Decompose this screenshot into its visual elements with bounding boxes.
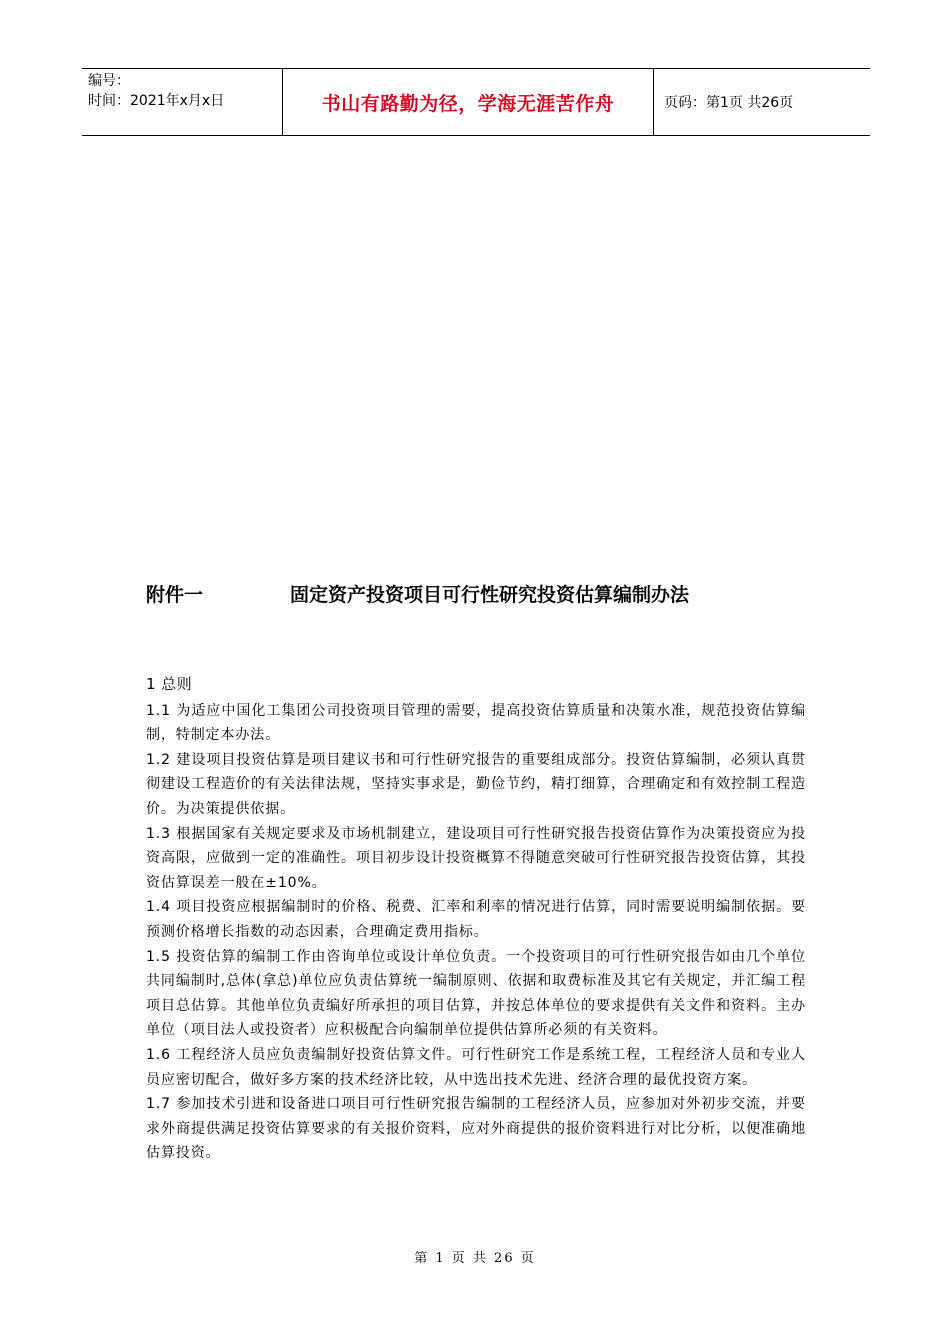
attachment-label: 附件一: [146, 584, 204, 606]
header-motto: 书山有路勤为径，学海无涯苦作舟: [282, 69, 654, 135]
paragraph-1-3: 1.3 根据国家有关规定要求及市场机制建立，建设项目可行性研究报告投资估算作为决策投资应为投资高限，应做到一定的准确性。项目初步设计投资概算不得随意突破可行性研究报告投资估算，其投资估算误差一般在±10%。: [146, 825, 806, 891]
number-label: 编号：: [88, 73, 130, 89]
header-page-info: 页码：第1页 共26页: [664, 95, 794, 111]
paragraph-1-4: 1.4 项目投资应根据编制时的价格、税费、汇率和利率的情况进行估算，同时需要说明编制依据。要预测价格增长指数的动态因素，合理确定费用指标。: [146, 899, 806, 940]
section-heading: 1 总则: [146, 675, 193, 693]
document-title: [146, 580, 846, 607]
page-footer: 第 1 页 共 26 页: [414, 1251, 536, 1266]
date-label: 时间：2021年x月x日: [88, 93, 225, 109]
title-text: 固定资产投资项目可行性研究投资估算编制办法: [290, 584, 690, 606]
paragraph-1-7: 1.7 参加技术引进和设备进口项目可行性研究报告编制的工程经济人员，应参加对外初步交流，并要求外商提供满足投资估算要求的有关报价资料，应对外商提供的报价资料进行对比分析，以便准确地估算投资。: [146, 1096, 806, 1162]
page-header: [82, 68, 870, 136]
paragraph-1-1: 1.1 为适应中国化工集团公司投资项目管理的需要，提高投资估算质量和决策水准，规范投资估算编制，特制定本办法。: [146, 702, 806, 744]
document-body: [146, 672, 806, 1166]
paragraph-1-6: 1.6 工程经济人员应负责编制好投资估算文件。可行性研究工作是系统工程，工程经济人员和专业人员应密切配合，做好多方案的技术经济比较，从中选出技术先进、经济合理的最优投资方案。: [146, 1046, 806, 1088]
paragraph-1-5: 1.5 投资估算的编制工作由咨询单位或设计单位负责。一个投资项目的可行性研究报告如由几个单位共同编制时,总体(拿总)单位应负责估算统一编制原则、依据和取费标准及其它有关规定，并汇编工程项目总估算。其他单位负责编好所承担的项目估算，并按总体单位的要求提供有关文件和资料。主办单位（项目法人或投资者）应积极配合向编制单位提供估算所必须的有关资料。: [146, 948, 806, 1039]
header-meta: [82, 69, 282, 135]
paragraph-1-2: 1.2 建设项目投资估算是项目建议书和可行性研究报告的重要组成部分。投资估算编制，必须认真贯彻建设工程造价的有关法律法规，坚持实事求是，勤俭节约，精打细算，合理确定和有效控制工程造价。为决策提供依据。: [146, 751, 806, 817]
